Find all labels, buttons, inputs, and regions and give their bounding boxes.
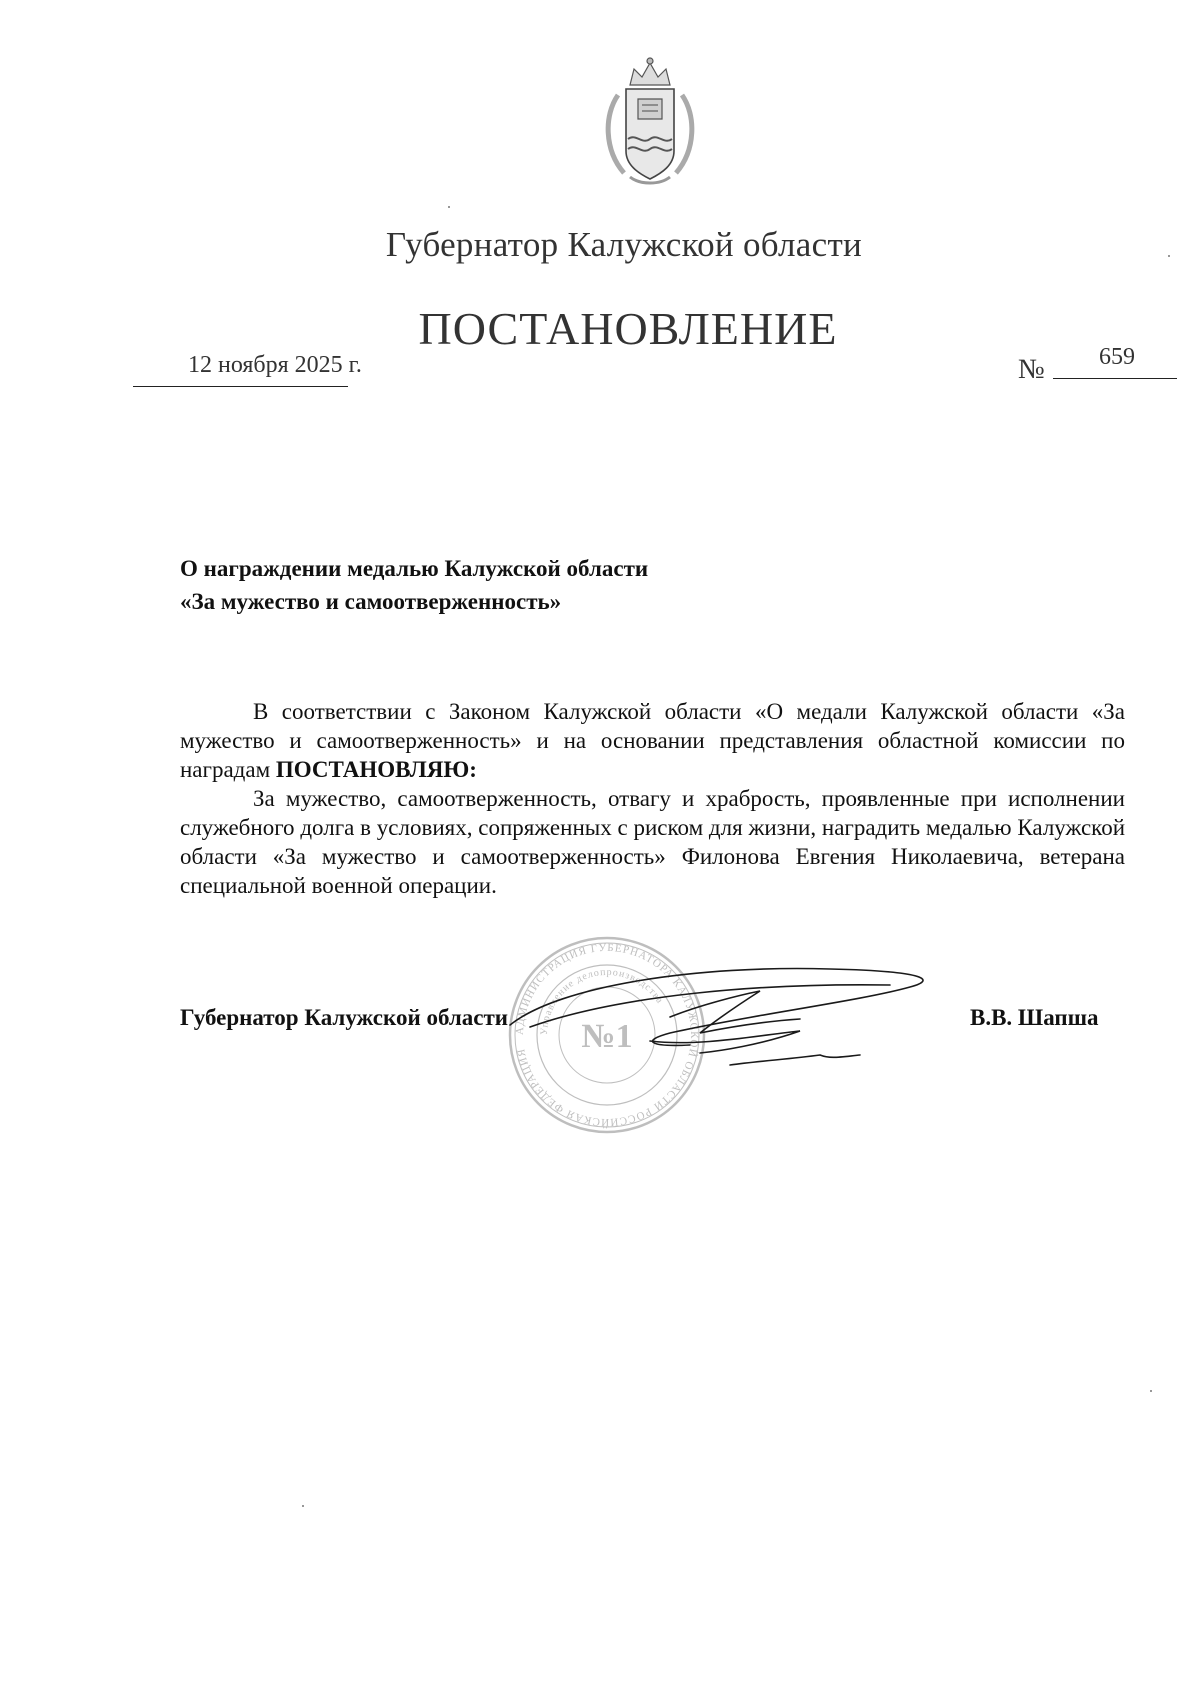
document-date: 12 ноября 2025 г. [188, 352, 362, 378]
document-subject [180, 552, 648, 618]
subject-line-1: О награждении медалью Калужской области [180, 556, 649, 581]
number-sign: № [1018, 354, 1045, 385]
seal-outer-text: АДМИНИСТРАЦИЯ ГУБЕРНАТОРА КАЛУЖСКОЙ ОБЛАСТИ РОССИЙСКАЯ ФЕДЕРАЦИЯ [513, 941, 701, 1129]
scan-speck [1168, 255, 1170, 257]
signer-title: Губернатор Калужской области [180, 1005, 509, 1030]
subject-line-2: «За мужество и самоотверженность» [180, 589, 562, 614]
scan-speck [302, 1505, 304, 1507]
resolve-keyword: ПОСТАНОВЛЯЮ: [275, 757, 477, 782]
seal-inner-text: Управление делопроизводства [538, 966, 666, 1036]
scan-speck [448, 206, 450, 208]
number-underline [1053, 378, 1177, 379]
coat-of-arms-emblem [590, 55, 710, 187]
seal-center-number: №1 [581, 1018, 633, 1055]
document-body [180, 697, 1125, 900]
issuer-title: Губернатор Калужской области [385, 225, 863, 264]
document-type-heading: ПОСТАНОВЛЕНИЕ [418, 303, 838, 354]
document-number: 659 [1099, 344, 1135, 370]
signer-name: В.В. Шапша [970, 1005, 1099, 1030]
scan-speck [1150, 1390, 1152, 1392]
date-field [133, 352, 362, 387]
body-paragraph-2: За мужество, самоотверженность, отвагу и храбрость, проявленные при исполнении служебного долга в условиях, сопряженных с риском для жизни, наградить медалью Калужской области «За мужество и самоотверженность» Филонова Евгения Николаевича, ветерана специальной военной операции. [180, 786, 1125, 898]
body-paragraph-1-text: В соответствии с Законом Калужской области «О медали Калужской области «За мужество и самоотверженность» и на основании представления областной комиссии по наградам [180, 699, 1125, 782]
body-paragraph-1 [180, 697, 1125, 784]
handwritten-signature [500, 955, 1000, 1085]
